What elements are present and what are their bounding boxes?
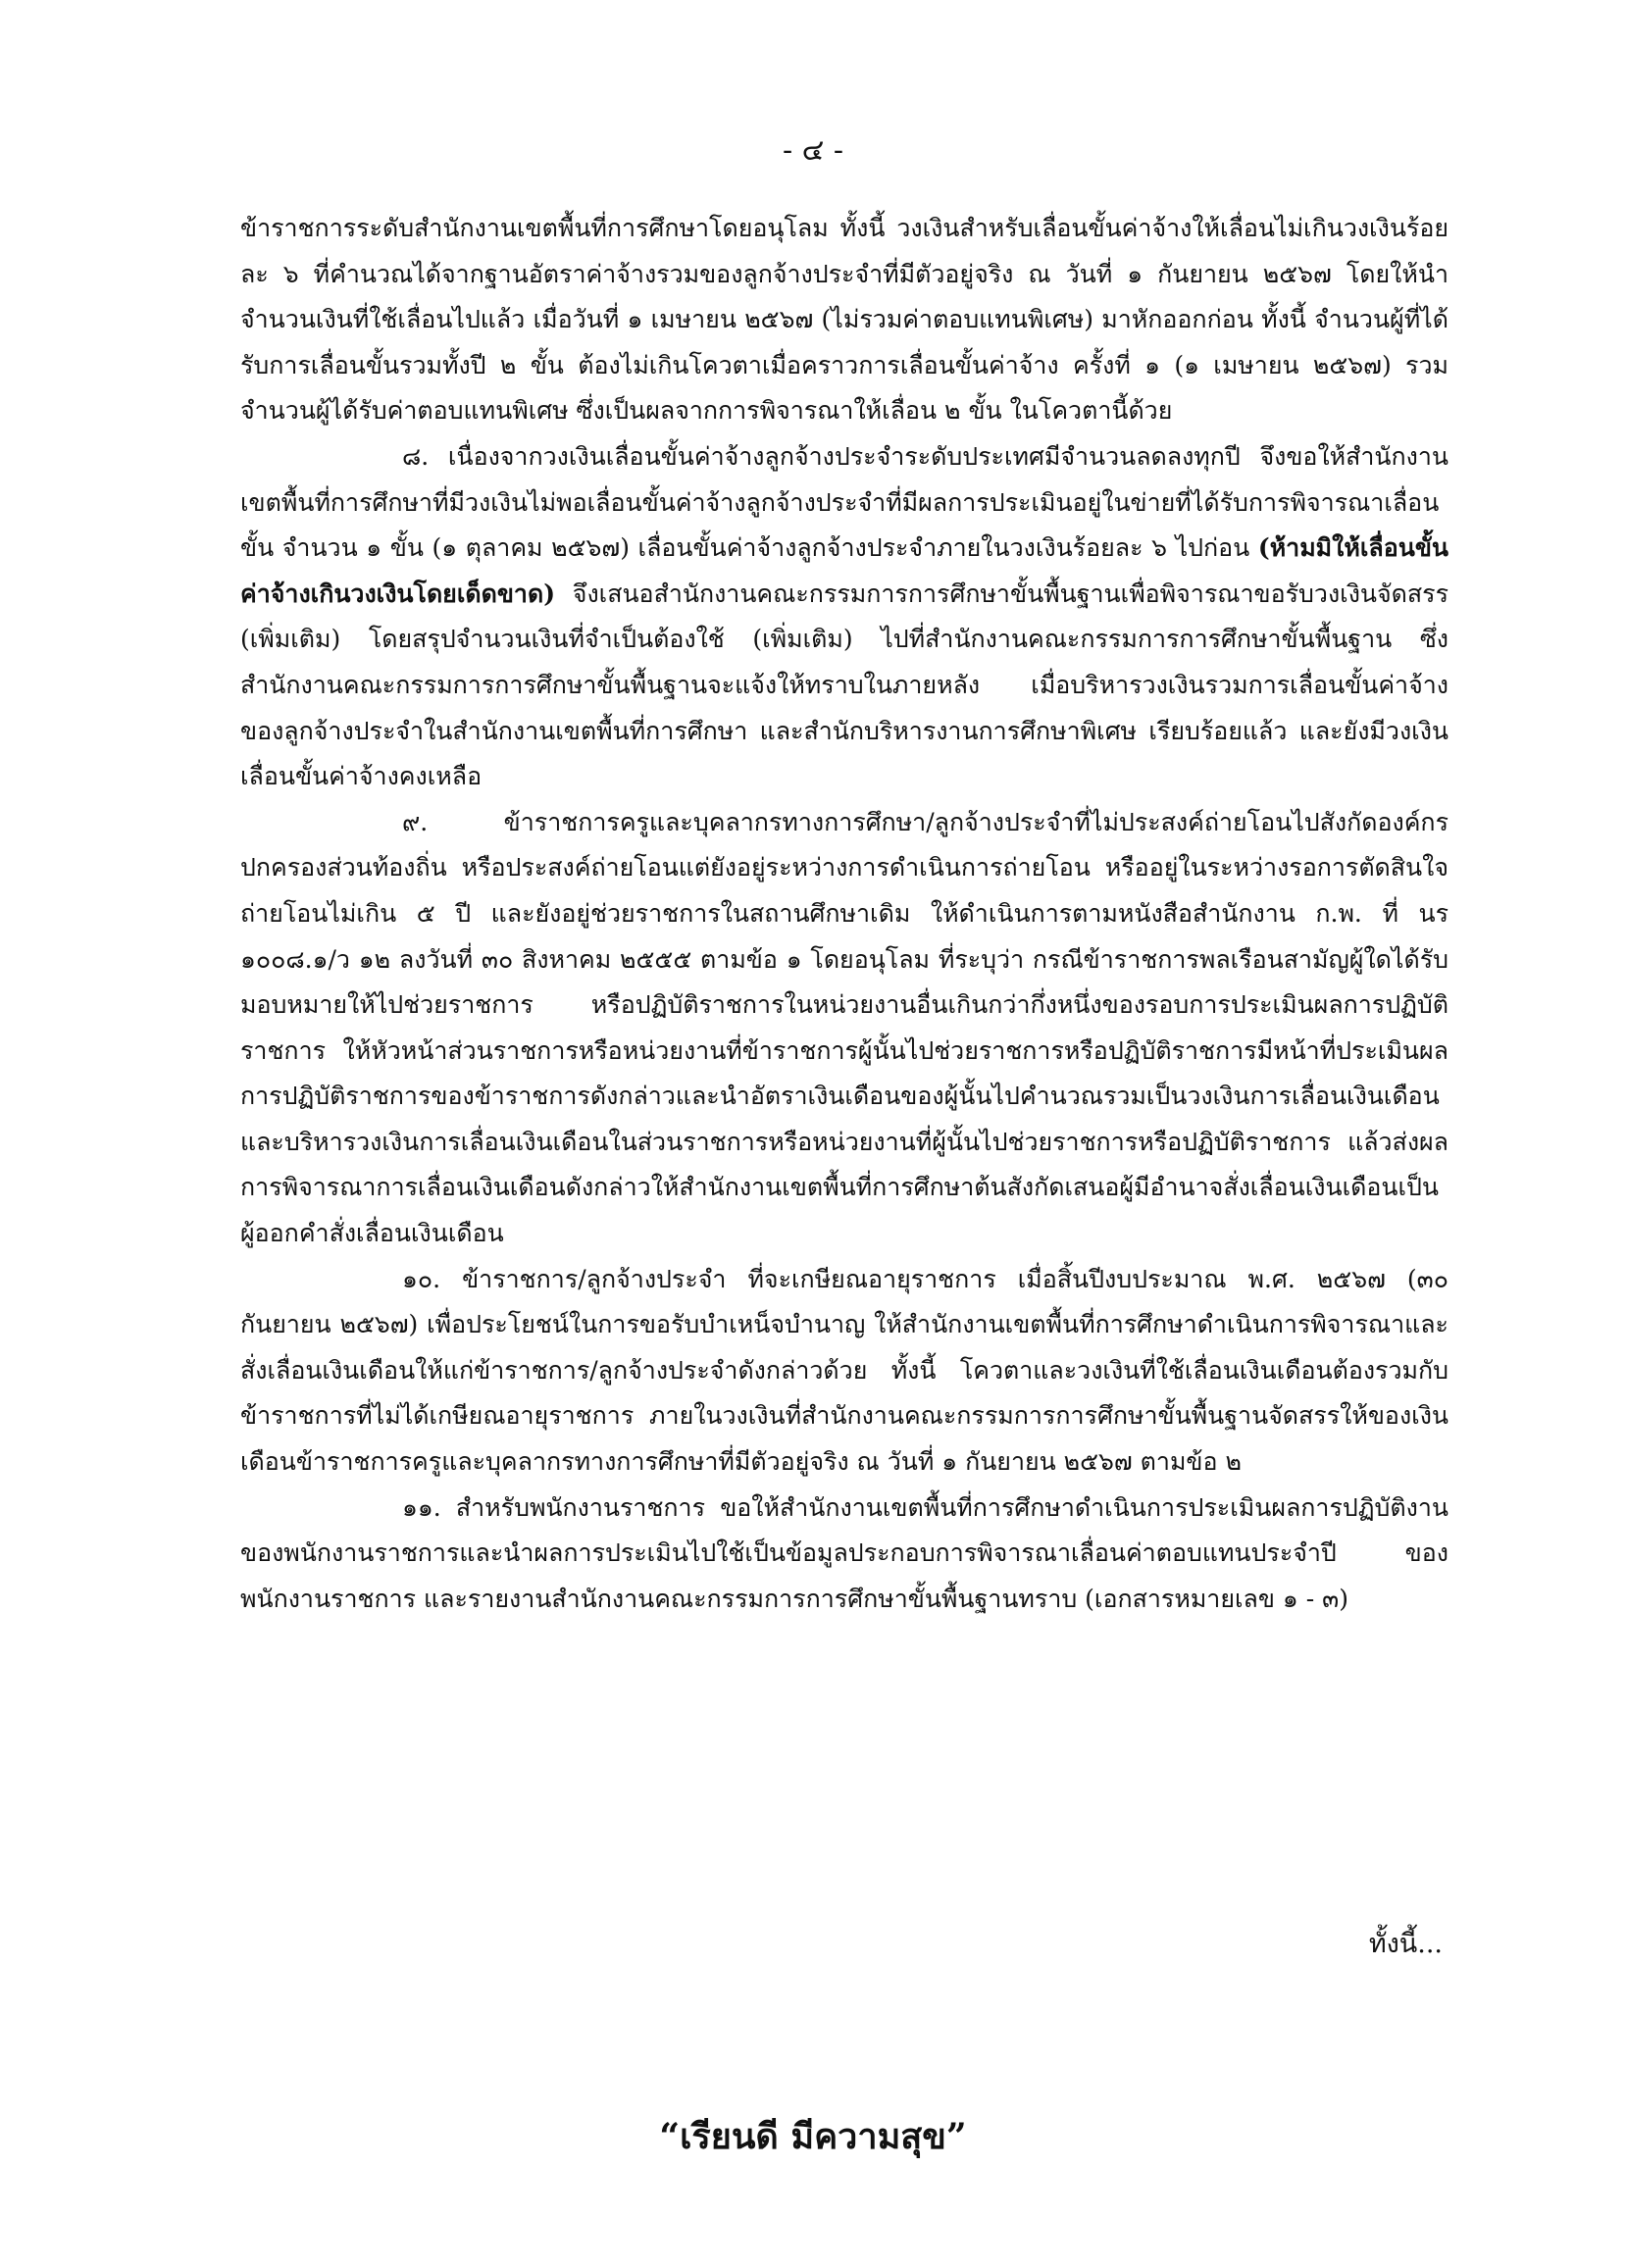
paragraph-item-10: ๑๐. ข้าราชการ/ลูกจ้างประจำ ที่จะเกษียณอายุราชการ เมื่อสิ้นปีงบประมาณ พ.ศ. ๒๕๖๗ (๓๐ กันยายน ๒๕๖๗) เพื่อประโยชน์ในการขอรับบำเหน็จบำนาญ ให้สำนักงานเขตพื้นที่การศึกษาดำเนินการพิจารณาและสั่งเลื่อนเงินเดือนให้แก่ข้าราชการ/ลูกจ้างประจำดังกล่าวด้วย ทั้งนี้ โควตาและวงเงินที่ใช้เลื่อนเงินเดือนต้องรวมกับข้าราชการที่ไม่ได้เกษียณอายุราชการ ภายในวงเงินที่สำนักงานคณะกรรมการการศึกษาขั้นพื้นฐานจัดสรรให้ของเงินเดือนข้าราชการครูและบุคลากรทางการศึกษาที่มีตัวอยู่จริง ณ วันที่ ๑ กันยายน ๒๕๖๗ ตามข้อ ๒ (240, 1264, 1448, 1477)
paragraph-item-8-bold-warning: (ห้ามมิให้เลื่อนขั้นค่าจ้างเกินวงเงินโดยเด็ดขาด) (240, 533, 1448, 608)
page-number: - ๔ - (782, 133, 844, 168)
paragraph-item-8 (240, 434, 1448, 800)
paragraph-item-8-text-before: ๘. เนื่องจากวงเงินเลื่อนขั้นค่าจ้างลูกจ้างประจำระดับประเทศมีจำนวนลดลงทุกปี จึงขอให้สำนักงานเขตพื้นที่การศึกษาที่มีวงเงินไม่พอเลื่อนขั้นค่าจ้างลูกจ้างประจำที่มีผลการประเมินอยู่ในข่ายที่ได้รับการพิจารณาเลื่อนขั้น จำนวน ๑ ขั้น (๑ ตุลาคม ๒๕๖๗) เลื่อนขั้นค่าจ้างลูกจ้างประจำภายในวงเงินร้อยละ ๖ ไปก่อน (240, 441, 1448, 563)
paragraph-item-11: ๑๑. สำหรับพนักงานราชการ ขอให้สำนักงานเขตพื้นที่การศึกษาดำเนินการประเมินผลการปฏิบัติงานของพนักงานราชการและนำผลการประเมินไปใช้เป็นข้อมูลประกอบการพิจารณาเลื่อนค่าตอบแทนประจำปี ของพนักงานราชการ และรายงานสำนักงานคณะกรรมการการศึกษาขั้นพื้นฐานทราบ (เอกสารหมายเลข ๑ - ๓) (240, 1492, 1448, 1613)
paragraph-item-9: ๙. ข้าราชการครูและบุคลากรทางการศึกษา/ลูกจ้างประจำที่ไม่ประสงค์ถ่ายโอนไปสังกัดองค์กรปกครองส่วนท้องถิ่น หรือประสงค์ถ่ายโอนแต่ยังอยู่ระหว่างการดำเนินการถ่ายโอน หรืออยู่ในระหว่างรอการตัดสินใจถ่ายโอนไม่เกิน ๕ ปี และยังอยู่ช่วยราชการในสถานศึกษาเดิม ให้ดำเนินการตามหนังสือสำนักงาน ก.พ. ที่ นร ๑๐๐๘.๑/ว ๑๒ ลงวันที่ ๓๐ สิงหาคม ๒๕๕๕ ตามข้อ ๑ โดยอนุโลม ที่ระบุว่า กรณีข้าราชการพลเรือนสามัญผู้ใดได้รับมอบหมายให้ไปช่วยราชการ หรือปฏิบัติราชการในหน่วยงานอื่นเกินกว่ากึ่งหนึ่งของรอบการประเมินผลการปฏิบัติราชการ ให้หัวหน้าส่วนราชการหรือหน่วยงานที่ข้าราชการผู้นั้นไปช่วยราชการหรือปฏิบัติราชการมีหน้าที่ประเมินผลการปฏิบัติราชการของข้าราชการดังกล่าวและนำอัตราเงินเดือนของผู้นั้นไปคำนวณรวมเป็นวงเงินการเลื่อนเงินเดือน และบริหารวงเงินการเลื่อนเงินเดือนในส่วนราชการหรือหน่วยงานที่ผู้นั้นไปช่วยราชการหรือปฏิบัติราชการ แล้วส่งผลการพิจารณาการเลื่อนเงินเดือนดังกล่าวให้สำนักงานเขตพื้นที่การศึกษาต้นสังกัดเสนอผู้มีอำนาจสั่งเลื่อนเงินเดือนเป็นผู้ออกคำสั่งเลื่อนเงินเดือน (240, 807, 1448, 1248)
footer-motto: “เรียนดี มีความสุข” (659, 2116, 967, 2157)
paragraph-item-8-text-after: จึงเสนอสำนักงานคณะกรรมการการศึกษาขั้นพื้นฐานเพื่อพิจารณาขอรับวงเงินจัดสรร (เพิ่มเติม) โดยสรุปจำนวนเงินที่จำเป็นต้องใช้ (เพิ่มเติม) ไปที่สำนักงานคณะกรรมการการศึกษาขั้นพื้นฐาน ซึ่งสำนักงานคณะกรรมการการศึกษาขั้นพื้นฐานจะแจ้งให้ทราบในภายหลัง เมื่อบริหารวงเงินรวมการเลื่อนขั้นค่าจ้างของลูกจ้างประจำในสำนักงานเขตพื้นที่การศึกษา และสำนักบริหารงานการศึกษาพิเศษ เรียบร้อยแล้ว และยังมีวงเงินเลื่อนขั้นค่าจ้างคงเหลือ (240, 579, 1448, 791)
paragraph-continued: ข้าราชการระดับสำนักงานเขตพื้นที่การศึกษาโดยอนุโลม ทั้งนี้ วงเงินสำหรับเลื่อนขั้นค่าจ้างให้เลื่อนไม่เกินวงเงินร้อยละ ๖ ที่คำนวณได้จากฐานอัตราค่าจ้างรวมของลูกจ้างประจำที่มีตัวอยู่จริง ณ วันที่ ๑ กันยายน ๒๕๖๗ โดยให้นำจำนวนเงินที่ใช้เลื่อนไปแล้ว เมื่อวันที่ ๑ เมษายน ๒๕๖๗ (ไม่รวมค่าตอบแทนพิเศษ) มาหักออกก่อน ทั้งนี้ จำนวนผู้ที่ได้รับการเลื่อนขั้นรวมทั้งปี ๒ ขั้น ต้องไม่เกินโควตาเมื่อคราวการเลื่อนขั้นค่าจ้าง ครั้งที่ ๑ (๑ เมษายน ๒๕๖๗) รวมจำนวนผู้ได้รับค่าตอบแทนพิเศษ ซึ่งเป็นผลจากการพิจารณาให้เลื่อน ๒ ขั้น ในโควตานี้ด้วย (240, 214, 1448, 426)
continuation-marker: ทั้งนี้... (1368, 1929, 1443, 1959)
document-body (240, 206, 1448, 1622)
